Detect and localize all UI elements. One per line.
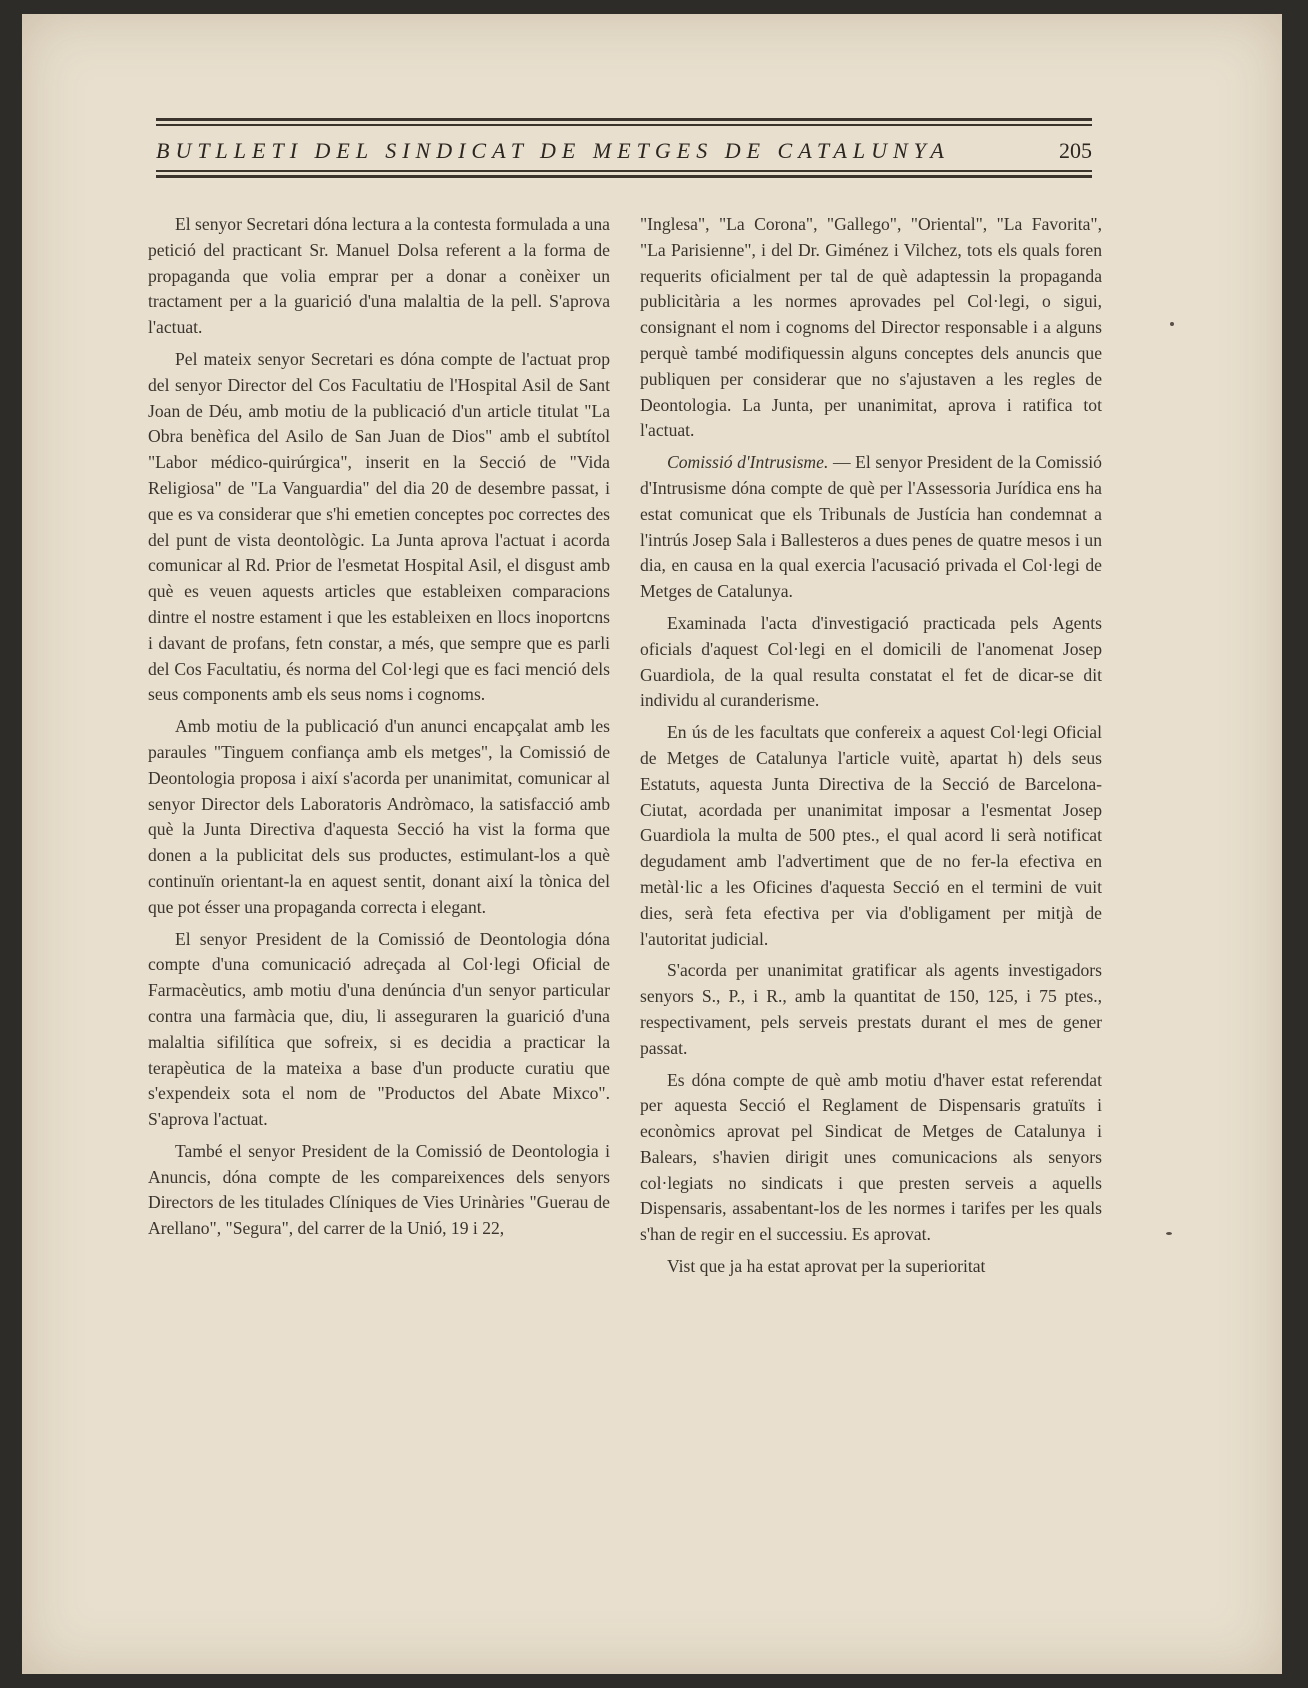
header-rule-bottom-thin [156, 170, 1092, 172]
paragraph: En ús de les facultats que confereix a aquest Col·legi Oficial de Metges de Catalunya l'article vuitè, apartat h) dels seus Estatuts, aquesta Junta Directiva de la Secció de Barcelona-Ciutat, acordada per unanimitat imposar a l'esmentat Josep Guardiola la multa de 500 ptes., el qual acord li serà notificat degudament amb l'advertiment que de no fer-la efectiva en metàl·lic a les Oficines d'aquesta Secció en el termini de vuit dies, serà feta efectiva per via d'obligament per mitjà de l'autoritat judicial. [640, 722, 1102, 949]
right-column [640, 212, 1102, 1280]
paragraph: També el senyor President de la Comissió de Deontologia i Anuncis, dóna compte de les compareixences dels senyors Directors de les titulades Clíniques de Vies Urinàries "Guerau de Arellano", "Segura", del carrer de la Unió, 19 i 22, [148, 1140, 610, 1239]
journal-title: BUTLLETI DEL SINDICAT DE METGES DE CATALUNYA [156, 138, 950, 163]
paragraph: Amb motiu de la publicació d'un anunci encapçalat amb les paraules "Tinguem confiança amb els metges", la Comissió de Deontologia proposa i així s'acorda per unanimitat, comunicar al senyor Director dels Laboratoris Andròmaco, la satisfacció amb què la Junta Directiva d'aquesta Secció ha vist la forma que donen a la publicitat dels sus productes, estimulant-los a què continuïn orientant-la en aquest sentit, donant així la tònica del que pot ésser una propaganda correcta i elegant. [148, 716, 610, 917]
ink-speck [1170, 322, 1174, 326]
paragraph-continuation: "Inglesa", "La Corona", "Gallego", "Oriental", "La Favorita", "La Parisienne", i del Dr. Giménez i Vilchez, tots els quals foren requerits oficialment per tal de què adaptessin la propaganda publicitària a les normes aprovades pel Col·legi, o sigui, consignant el nom i cognoms del Director responsable i a alguns perquè també modifiquessin alguns conceptes dels anuncis que publiquen per considerar que no s'ajustaven a les regles de Deontologia. La Junta, per unanimitat, aprova i ratifica tot l'actuat. [640, 214, 1102, 441]
header-rule-top [156, 118, 1092, 121]
page-number: 205 [1059, 138, 1092, 163]
section-lead-text: — El senyor President de la Comissió d'Intrusisme dóna compte de què per l'Assessoria Jurídica ens ha estat comunicat que els Tribunals de Justícia han condemnat a l'intrús Josep Sala i Ballesteros a dues penes de quatre mesos i un dia, en causa en la qual exercia l'acusació privada el Col·legi de Metges de Catalunya. [640, 452, 1102, 602]
header-row [156, 136, 1092, 166]
section-heading: Comissió d'Intrusisme. [667, 452, 829, 473]
running-header [156, 118, 1092, 178]
header-rule-top-thin [156, 124, 1092, 126]
paragraph: Examinada l'acta d'investigació practicada pels Agents oficials d'aquest Col·legi en el domicili de l'anomenat Josep Guardiola, de la qual resulta constatat el fet de dicar-se dit individu al curanderisme. [640, 612, 1102, 711]
section-paragraph [640, 450, 1102, 605]
paragraph: Es dóna compte de què amb motiu d'haver estat referendat per aquesta Secció el Reglament de Dispensaris gratuïts i econòmics aprovat pel Sindicat de Metges de Catalunya i Balears, s'havien dirigit unes comunicacions als senyors col·legiats no sindicats i que presten serveis a aquells Dispensaris, assabentant-los de les normes i tarifes per les quals s'han de regir en el successiu. Es aprovat. [640, 1069, 1102, 1245]
ink-speck [1166, 1232, 1172, 1235]
paragraph: S'acorda per unanimitat gratificar als agents investigadors senyors S., P., i R., amb la quantitat de 150, 125, i 75 ptes., respectivament, pels serveis prestats durant el mes de gener passat. [640, 960, 1102, 1058]
paragraph: El senyor Secretari dóna lectura a la contesta formulada a una petició del practicant Sr. Manuel Dolsa referent a la forma de propaganda que volia emprar per a donar a conèixer un tractament per a la guarició d'una malaltia de la pell. S'aprova l'actuat. [148, 214, 610, 338]
paragraph: Pel mateix senyor Secretari es dóna compte de l'actuat prop del senyor Director del Cos Facultatiu de l'Hospital Asil de Sant Joan de Déu, amb motiu de la publicació d'un article titulat "La Obra benèfica del Asilo de San Juan de Dios" amb el subtítol "Labor médico-quirúrgica", inserit en la Secció de "Vida Religiosa" de "La Vanguardia" del dia 20 de desembre passat, i que es va considerar que s'hi emetien conceptes poc correctes des del punt de vista deontològic. La Junta aprova l'actuat i acorda comunicar al Rd. Prior de l'esmetat Hospital Asil, el disgust amb què es veuen aquests articles que estableixen comparacions dintre el nostre estament i que les estableixen en llocs inoportcns i davant de profans, fetn constar, a més, que sempre que es parli del Cos Facultatiu, és norma del Col·legi que es faci menció dels seus components amb els seus noms i cognoms. [148, 348, 610, 705]
paragraph: El senyor President de la Comissió de Deontologia dóna compte d'una comunicació adreçada al Col·legi Oficial de Farmacèutics, amb motiu d'una denúncia d'un senyor particular contra una farmàcia que, diu, li asseguraren la guarició d'una malaltia sifilítica que sofreix, si es decidia a practicar la terapèutica de la mateixa a base d'un producte curatiu que s'expendeix sota el nom de "Productos del Abate Mixco". S'aprova l'actuat. [148, 928, 610, 1130]
left-column [148, 212, 610, 1242]
paragraph: Vist que ja ha estat aprovat per la superioritat [667, 1256, 986, 1277]
header-rule-bottom [156, 175, 1092, 178]
